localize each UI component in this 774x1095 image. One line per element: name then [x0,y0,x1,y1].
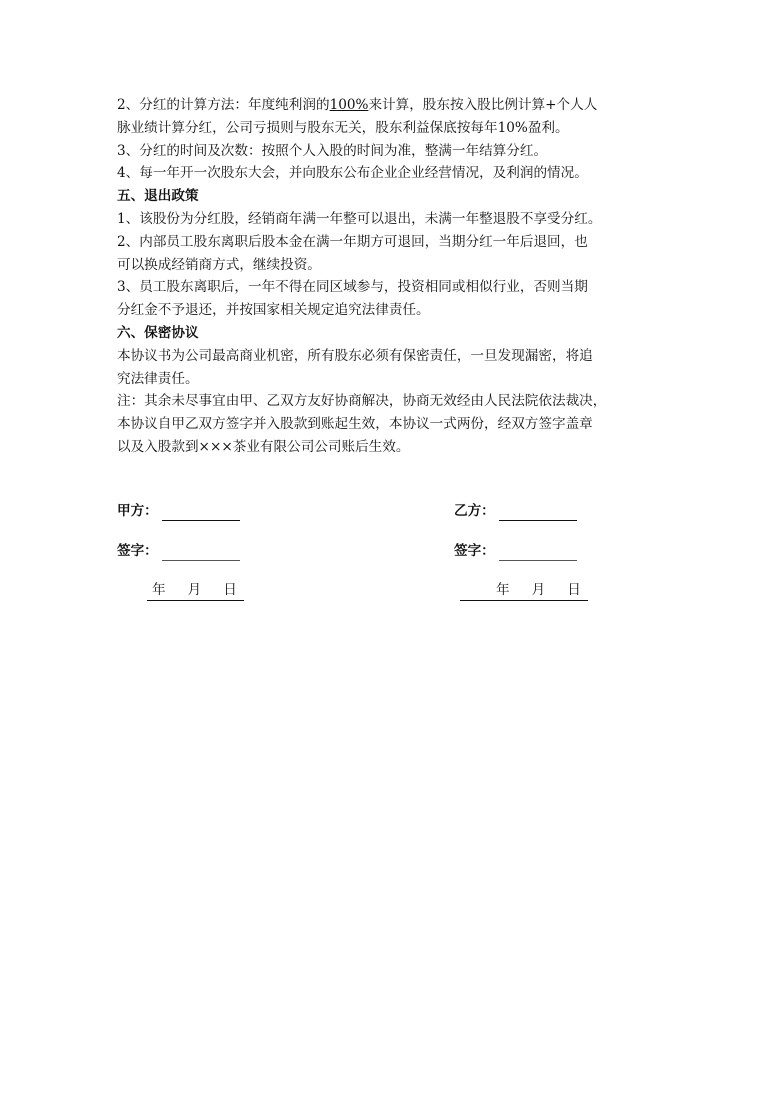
exit-clause-3-line-2: 分红金不予退还，并按国家相关规定追究法律责任。 [117,302,430,319]
date-month: 月 [531,582,546,598]
note-line-2: 本协议自甲乙双方签字并入股款到账起生效，本协议一式两份，经双方签字盖章 [117,416,593,433]
party-b-sign-label: 签字： [454,543,495,559]
document-body [117,94,662,459]
note-line-1: 注：其余未尽事宜由甲、乙双方友好协商解决，协商无效经由人民法院依法裁决， [117,393,607,410]
exit-clause-3-line-1: 3、员工股东离职后，一年不得在同区域参与，投资相同或相似行业，否则当期 [117,279,588,296]
party-b-field [454,501,577,521]
party-a-signature-field [117,541,240,561]
date-year: 年 [496,582,510,598]
party-b-signature-field [454,541,577,561]
date-month: 月 [187,582,202,598]
party-b-date[interactable] [460,580,588,601]
party-b-blank[interactable] [499,506,577,521]
profit-percent: 100% [329,97,369,113]
exit-policy-heading: 五、退出政策 [117,188,199,205]
confidentiality-line-1: 本协议书为公司最高商业机密，所有股东必须有保密责任，一旦发现漏密，将追 [117,347,593,364]
party-b-label: 乙方： [454,503,495,519]
exit-clause-1: 1、该股份为分红股，经销商年满一年整可以退出，未满一年整退股不享受分红。 [117,210,602,227]
party-a-blank[interactable] [162,506,240,521]
party-a-date[interactable] [147,580,244,601]
dividend-time-clause: 3、分红的时间及次数：按照个人入股的时间为准，整满一年结算分红。 [117,142,548,159]
confidentiality-line-2: 究法律责任。 [117,370,199,387]
party-a-sign-label: 签字： [117,543,158,559]
party-a-label: 甲方： [117,503,158,519]
date-day: 日 [567,582,581,598]
dividend-calc-line-2: 脉业绩计算分红，公司亏损则与股东无关，股东利益保底按每年10%盈利。 [117,119,569,136]
exit-clause-2-line-2: 可以换成经销商方式，继续投资。 [117,256,321,273]
date-day: 日 [223,582,237,598]
note-line-3: 以及入股款到×××茶业有限公司公司账后生效。 [117,438,410,455]
shareholder-meeting-clause: 4、每一年开一次股东大会，并向股东公布企业企业经营情况，及利润的情况。 [117,165,588,182]
party-a-field [117,501,240,521]
party-a-signature-blank[interactable] [162,546,240,561]
dividend-calc-line-1: 2、分红的计算方法：年度纯利润的100%来计算，股东按入股比例计算+个人人 [117,97,598,113]
exit-clause-2-line-1: 2、内部员工股东离职后股本金在满一年期方可退回，当期分红一年后退回，也 [117,233,588,250]
party-b-signature-blank[interactable] [499,546,577,561]
confidentiality-heading: 六、保密协议 [117,324,199,341]
date-year: 年 [152,582,166,598]
